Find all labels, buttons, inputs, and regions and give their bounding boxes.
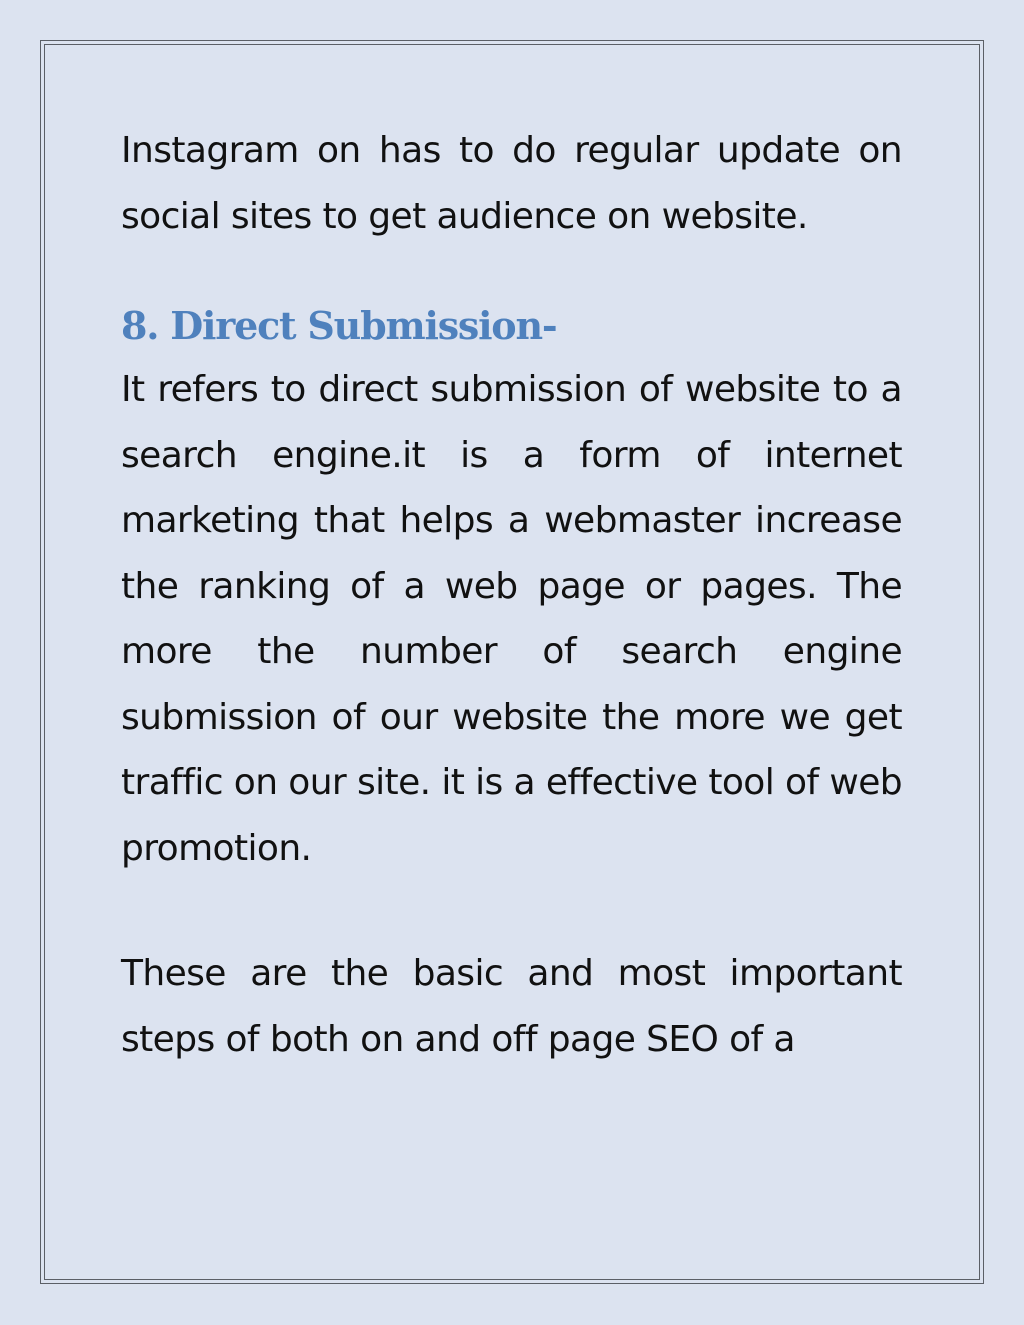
page-content <box>121 118 902 1072</box>
intro-paragraph: Instagram on has to do regular update on social sites to get audience on website. <box>121 130 902 237</box>
closing-paragraph: These are the basic and most important steps of both on and off page SEO of a <box>121 953 902 1060</box>
section-paragraph: It refers to direct submission of website to a search engine.it is a form of internet marketing that helps a webmaster increase the ranking of a web page or pages. The more the number of search engine submission of our website the more we get traffic on our site. it is a effective tool of web promotion. <box>121 369 902 869</box>
section-heading: 8. Direct Submission- <box>121 303 557 348</box>
